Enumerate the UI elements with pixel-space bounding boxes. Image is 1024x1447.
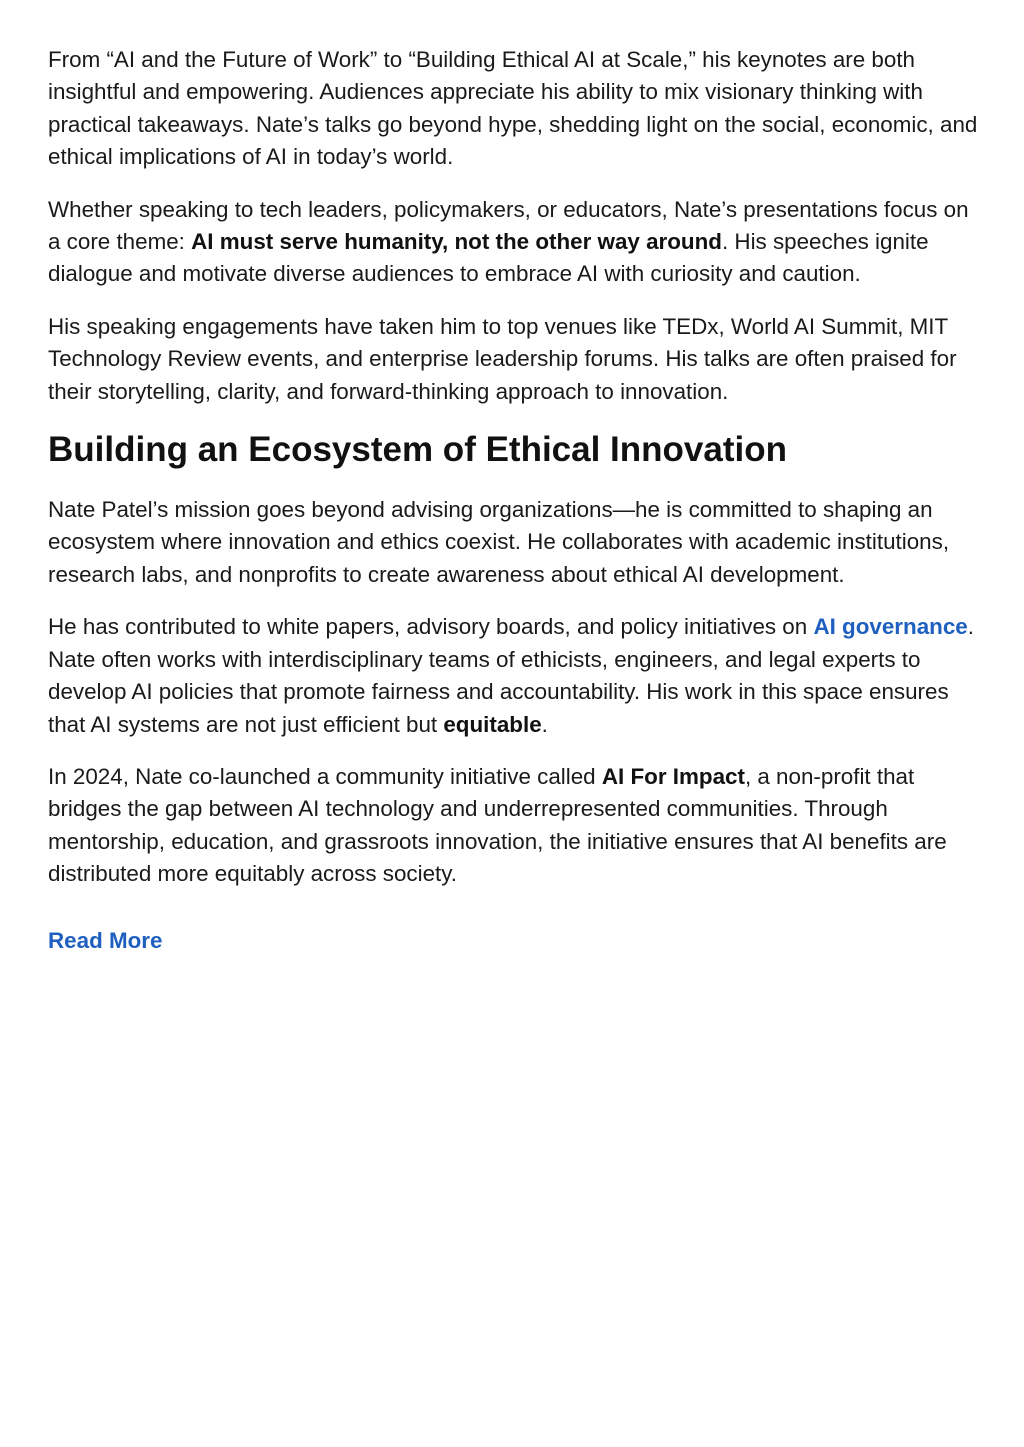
governance-text-middle: . Nate often works with interdisciplinary teams of ethicists, engineers, and legal experts to develop AI policies that promote fairness and accountability. His work in this space ensures that AI systems are not just efficient but <box>48 614 974 737</box>
keynotes-text: From “AI and the Future of Work” to “Building Ethical AI at Scale,” his keynotes are both insightful and empowering. Audiences appreciate his ability to mix visionary thinking with practical takeaways. Nate’s talks go beyond hype, shedding light on the social, economic, and ethical implications of AI in today’s world. <box>48 47 978 170</box>
core-theme-paragraph <box>48 194 978 291</box>
governance-text-end: . <box>541 711 548 737</box>
venues-paragraph <box>48 311 978 408</box>
core-theme-text-start: Whether speaking to tech leaders, policymakers, or educators, Nate’s presentations focus on a core theme: <box>48 196 969 255</box>
mission-paragraph <box>48 494 978 591</box>
impact-paragraph <box>48 761 978 891</box>
article-body <box>48 44 978 957</box>
equitable-emphasis: equitable <box>443 711 542 737</box>
ai-for-impact-emphasis: AI For Impact <box>601 763 745 789</box>
mission-text: Nate Patel’s mission goes beyond advising organizations—he is committed to shaping an ecosystem where innovation and ethics coexist. He collaborates with academic institutions, research labs, and nonprofits to create awareness about ethical AI development. <box>48 497 950 587</box>
keynotes-paragraph <box>48 44 978 174</box>
governance-paragraph <box>48 611 978 741</box>
core-theme-text-end: . His speeches ignite dialogue and motivate diverse audiences to embrace AI with curiosity and caution. <box>48 229 929 287</box>
impact-text-start: In 2024, Nate co-launched a community initiative called <box>48 763 602 789</box>
ai-governance-link[interactable]: AI governance <box>813 614 968 640</box>
section-heading: Building an Ecosystem of Ethical Innovation <box>48 430 787 470</box>
governance-text-start: He has contributed to white papers, advisory boards, and policy initiatives on <box>48 614 814 640</box>
venues-text: His speaking engagements have taken him to top venues like TEDx, World AI Summit, MIT Technology Review events, and enterprise leadership forums. His talks are often praised for their storytelling, clarity, and forward-thinking approach to innovation. <box>48 313 957 404</box>
core-theme-emphasis: AI must serve humanity, not the other way around <box>191 229 722 255</box>
read-more-link[interactable]: Read More <box>48 927 163 953</box>
impact-text-end: , a non-profit that bridges the gap between AI technology and underrepresented communities. Through mentorship, education, and grassroots innovation, the initiative ensures that AI benefits are distributed more equitably across society. <box>48 763 947 887</box>
